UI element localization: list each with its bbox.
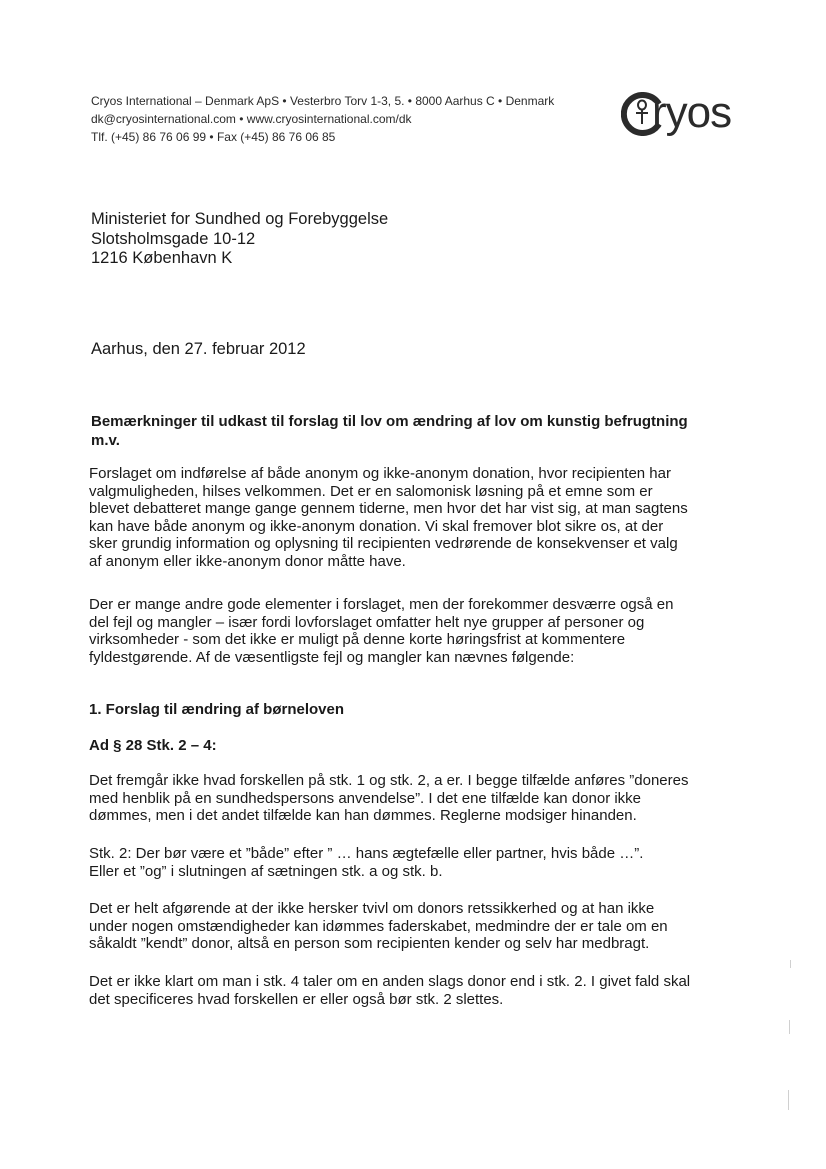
subject-line: Bemærkninger til udkast til forslag til lov om ændring af lov om kunstig befrugtning [91,413,688,430]
paragraph-line: del fejl og mangler – især fordi lovforslaget omfatter helt nye grupper af personer og [89,613,645,631]
paragraph-line: fyldestgørende. Af de væsentligste fejl og mangler kan nævnes følgende: [89,648,575,666]
section-paragraph [89,900,729,953]
section-paragraph [89,973,729,1008]
paragraph-line: valgmuligheden, hilses velkommen. Det er en salomonisk løsning på et emne som er [89,482,653,500]
recipient-city: 1216 København K [91,249,233,267]
paragraph-line: Stk. 2: Der bør være et ”både” efter ” … hans ægtefælle eller partner, hvis både …”. [89,845,644,862]
issues-paragraph [89,596,729,666]
paragraph-line: Eller et ”og” i slutningen af sætningen stk. a og stk. b. [89,862,443,880]
recipient-street: Slotsholmsgade 10-12 [91,229,256,248]
section-heading: 1. Forslag til ændring af børneloven [89,701,345,718]
paragraph-line: Det er helt afgørende at der ikke hersker tvivl om donors retssikkerhed og at han ikke [89,900,655,917]
paragraph-line: under nogen omstændigheder kan idømmes faderskabet, medmindre der er tale om en [89,917,668,935]
paragraph-line: dømmes, men i det andet tilfælde kan han dømmes. Reglerne modsiger hinanden. [89,807,637,824]
subject-line: m.v. [91,432,120,449]
letter-subject [91,412,731,450]
paragraph-line: kan have både anonym og ikke-anonym donation. Vi skal fremover blot sikre os, at der [89,517,664,535]
paragraph-line: virksomheder - som det ikke er muligt på denne korte høringsfrist at kommentere [89,631,626,648]
company-contact-block [91,92,554,146]
paragraph-line: med henblik på en sundhedspersons anvendelse”. I det ene tilfælde kan donor ikke [89,789,642,807]
company-web-line: dk@cryosinternational.com • www.cryosinternational.com/dk [91,112,412,126]
paragraph-line: blevet debatteret mange gange gennem tiderne, men hvor det har vist sig, at man sagtens [89,500,688,517]
scan-artifact [788,1090,789,1110]
intro-paragraph [89,465,729,570]
section-paragraph [89,772,729,825]
scan-artifact [789,1020,790,1034]
company-address-line: Cryos International – Denmark ApS • Vesterbro Torv 1-3, 5. • 8000 Aarhus C • Denmark [91,94,555,108]
paragraph-line: Forslaget om indførelse af både anonym og ikke-anonym donation, hvor recipienten har [89,465,671,482]
paragraph-line: Det er ikke klart om man i stk. 4 taler om en anden slags donor end i stk. 2. I givet fald skal [89,973,691,990]
scan-artifact [790,960,791,968]
paragraph-line: af anonym eller ikke-anonym donor måtte have. [89,552,406,570]
section-subheading: Ad § 28 Stk. 2 – 4: [89,737,217,754]
paragraph-line: det specificeres hvad forskellen er eller også bør stk. 2 slettes. [89,990,504,1008]
paragraph-line: såkaldt ”kendt” donor, altså en person som recipienten kender og selv har medbragt. [89,935,650,952]
letter-date: Aarhus, den 27. februar 2012 [91,340,306,358]
paragraph-line: sker grundig information og oplysning til recipienten vedrørende de konsekvenser et valg [89,535,678,552]
logo-wordmark: ryos [652,88,732,137]
recipient-name: Ministeriet for Sundhed og Forebyggelse [91,210,389,228]
paragraph-line: Der er mange andre gode elementer i forslaget, men der forekommer desværre også en [89,596,674,613]
recipient-address [91,210,388,269]
section-paragraph [89,845,729,880]
company-logo [621,88,751,142]
company-phone-line: Tlf. (+45) 86 76 06 99 • Fax (+45) 86 76 06 85 [91,130,336,144]
paragraph-line: Det fremgår ikke hvad forskellen på stk. 1 og stk. 2, a er. I begge tilfælde anføres ”doneres [89,772,689,789]
